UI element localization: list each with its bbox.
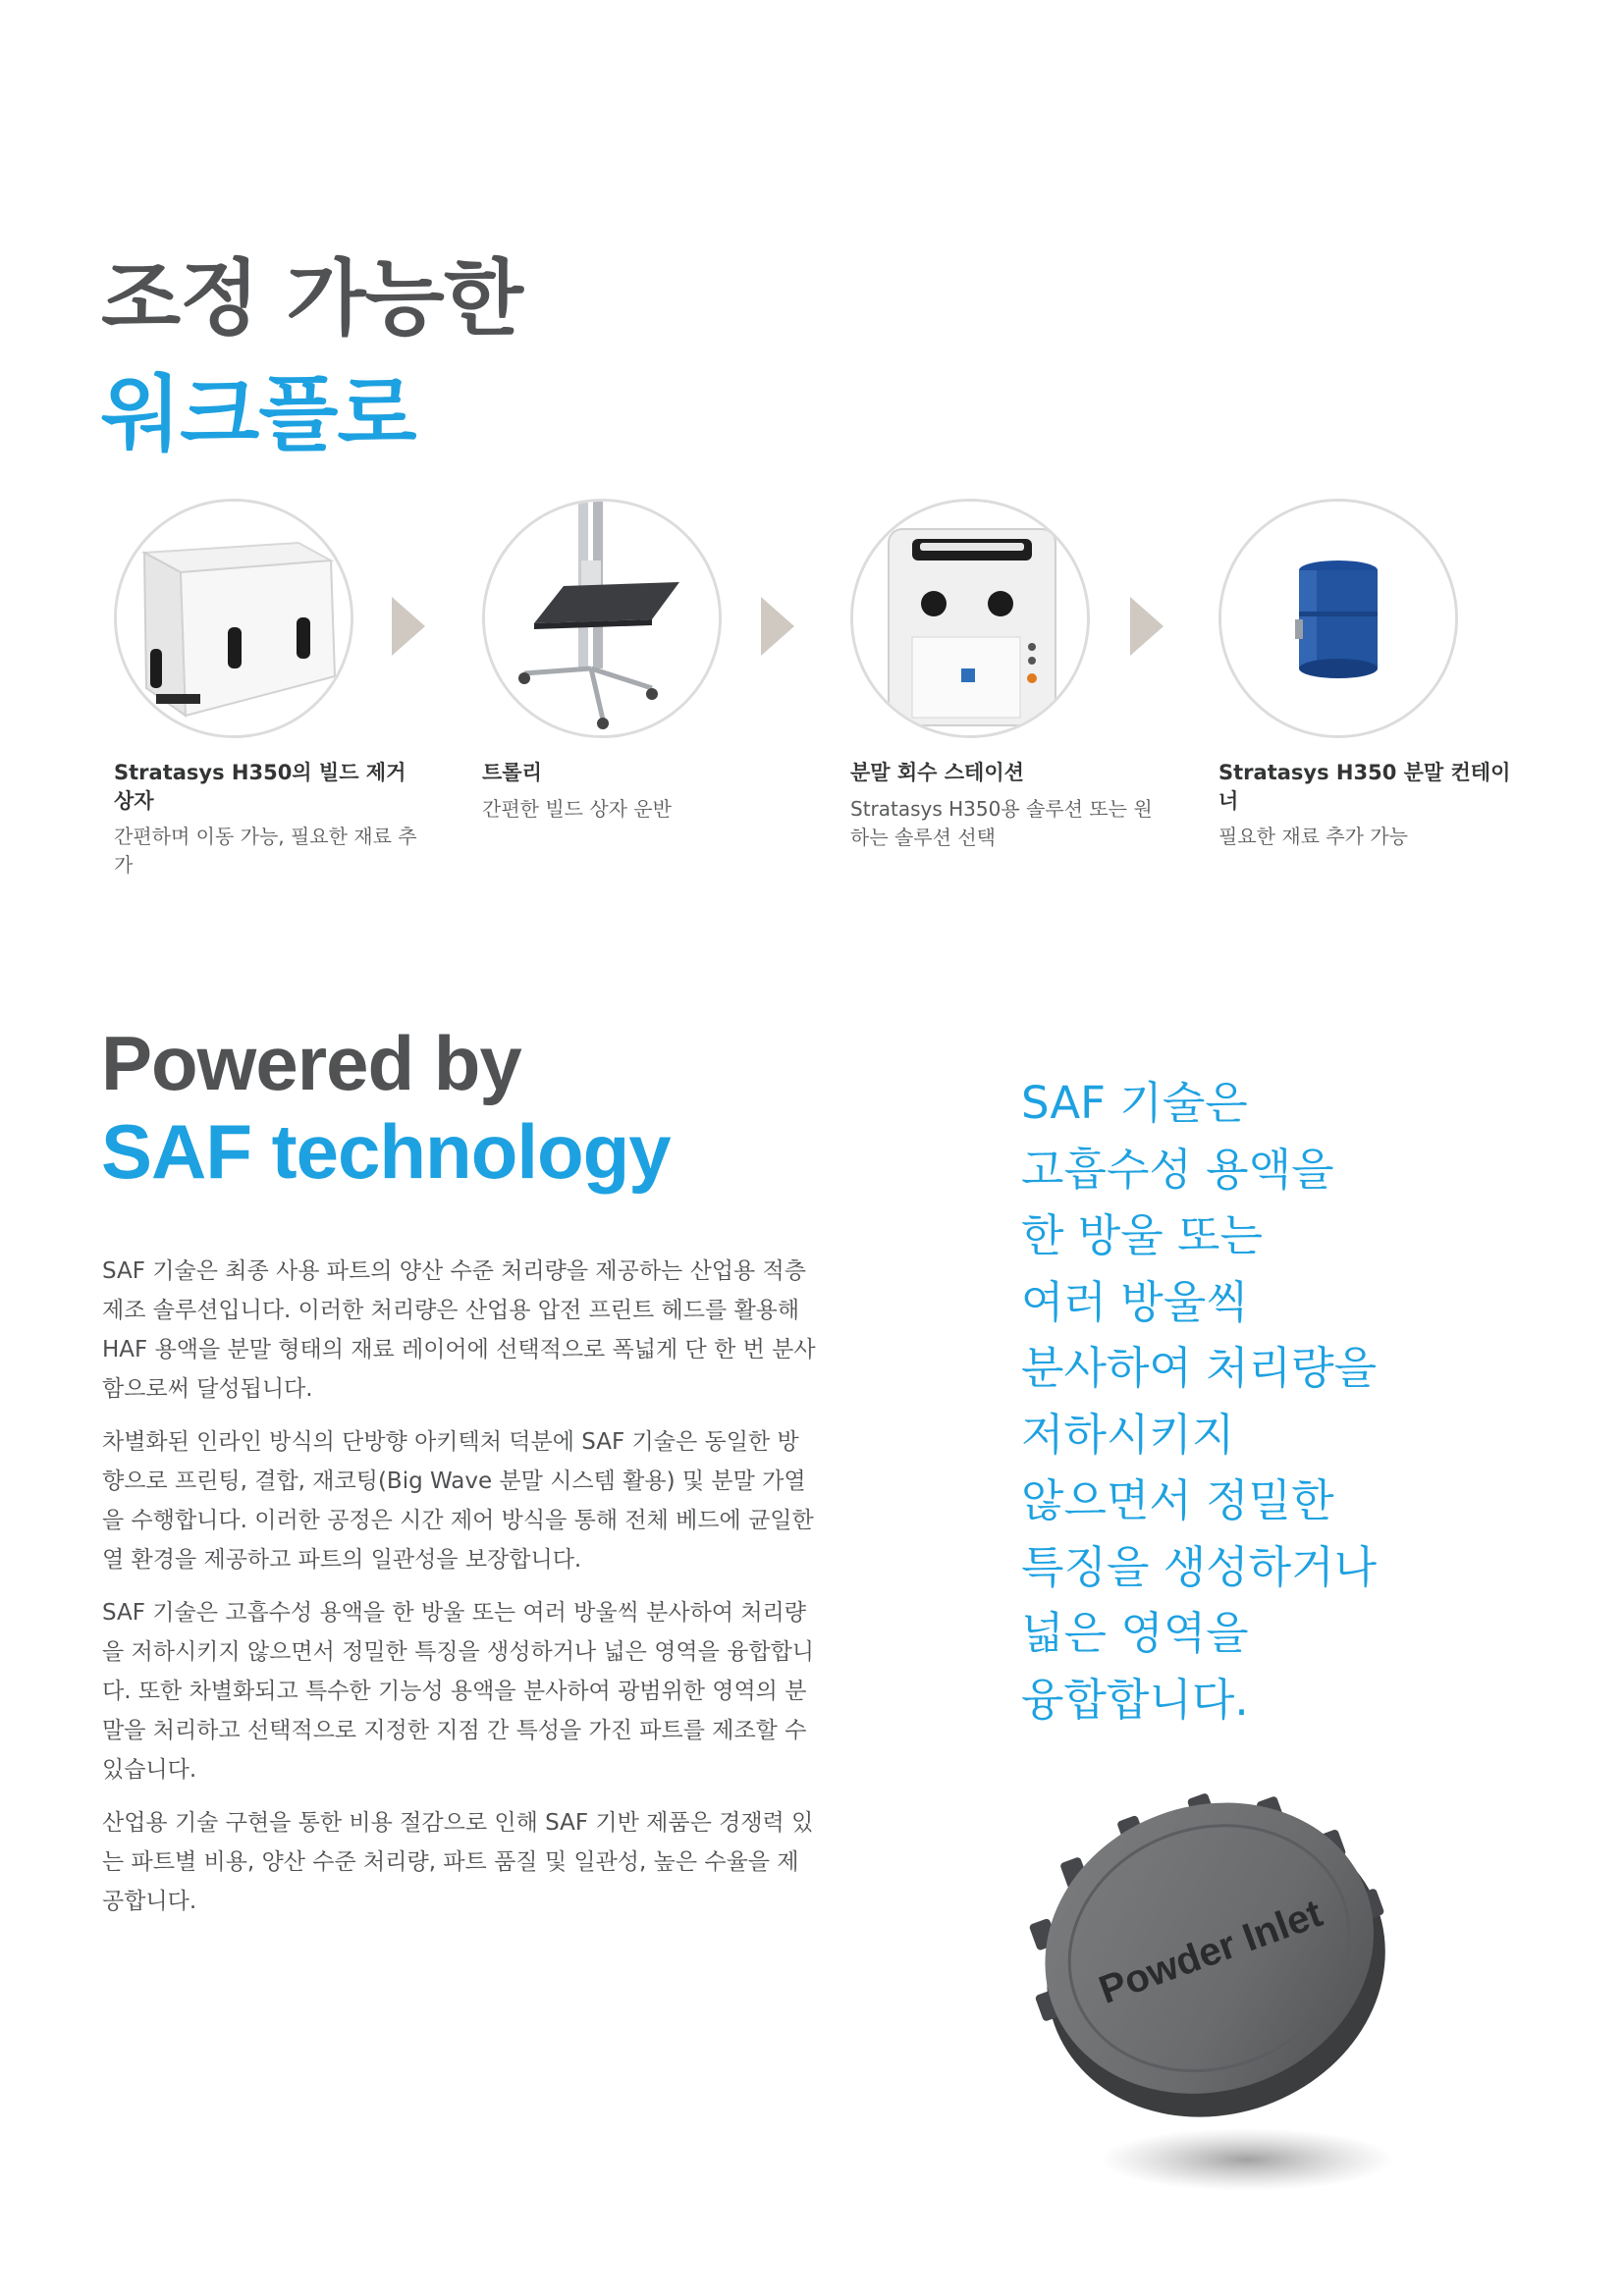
arrow-right-icon [392, 597, 425, 656]
saf-body-text [102, 1252, 819, 1935]
recovery-station-image [850, 499, 1090, 738]
body-paragraph: SAF 기술은 고흡수성 용액을 한 방울 또는 여러 방울씩 분사하여 처리량을 저하시키지 않으면서 정밀한 특징을 생성하거나 넓은 영역을 융합합니다. 또한 차별화되고 특수한 기능성 용액을 분사하여 광범위한 영역의 분말을 처리하고 선택적으로 지정한 지점 간 특성을 가진 파트를 제조할 수 있습니다. [102, 1600, 815, 1783]
pull-quote-line: 분사하여 처리량을 [1021, 1342, 1378, 1394]
build-box-image [114, 499, 353, 738]
powder-container-image [1218, 499, 1458, 738]
body-paragraph: 차별화된 인라인 방식의 단방향 아키텍처 덕분에 SAF 기술은 동일한 방향으로 프린팅, 결합, 재코팅(Big Wave 분말 시스템 활용) 및 분말 가열을 수행합니다. 이러한 공정은 시간 제어 방식을 통해 전체 베드에 균일한 열 환경을 제공하고 파트의 일관성을 보장합니다. [102, 1429, 814, 1573]
pull-quote-line: 넓은 영역을 [1021, 1607, 1249, 1659]
step-title: 트롤리 [482, 761, 542, 784]
pull-quote-line: 않으면서 정밀한 [1021, 1474, 1334, 1526]
step-title: Stratasys H350의 빌드 제거 상자 [114, 761, 406, 813]
saf-heading-line2: SAF technology [101, 1108, 671, 1195]
step-desc: 필요한 재료 추가 가능 [1218, 825, 1408, 848]
body-paragraph: 산업용 기술 구현을 통한 비용 절감으로 인해 SAF 기반 제품은 경쟁력 있는 파트별 비용, 양산 수준 처리량, 파트 품질 및 일관성, 높은 수율을 제공합니다. [102, 1810, 814, 1914]
powder-inlet-part-image [1001, 1747, 1414, 2238]
pull-quote-line: 저하시키지 [1021, 1408, 1235, 1461]
pull-quote-line: SAF 기술은 [1021, 1077, 1248, 1129]
step-title: Stratasys H350 분말 컨테이너 [1218, 761, 1511, 813]
step-desc: 간편한 빌드 상자 운반 [482, 797, 672, 821]
part-label: Powder Inlet [1093, 1892, 1328, 2012]
workflow-title-line1: 조정 가능한 [101, 250, 522, 347]
pull-quote-line: 한 방울 또는 [1021, 1209, 1263, 1261]
step-desc: 간편하며 이동 가능, 필요한 재료 추가 [114, 825, 417, 877]
workflow-title [101, 240, 522, 472]
pull-quote [1021, 1070, 1453, 1733]
pull-quote-line: 여러 방울씩 [1021, 1275, 1249, 1328]
workflow-title-line2: 워크플로 [101, 366, 416, 462]
saf-heading-line1: Powered by [101, 1020, 521, 1106]
pull-quote-line: 고흡수성 용액을 [1021, 1143, 1334, 1196]
pull-quote-line: 융합합니다. [1021, 1673, 1249, 1726]
step-title: 분말 회수 스테이션 [850, 761, 1024, 784]
body-paragraph: SAF 기술은 최종 사용 파트의 양산 수준 처리량을 제공하는 산업용 적층 제조 솔루션입니다. 이러한 처리량은 산업용 압전 프린트 헤드를 활용해 HAF 용액을 분말 형태의 재료 레이어에 선택적으로 폭넓게 단 한 번 분사함으로써 달성됩니다. [102, 1258, 816, 1402]
arrow-right-icon [761, 597, 794, 656]
pull-quote-line: 특징을 생성하거나 [1021, 1540, 1378, 1593]
trolley-image [482, 499, 722, 738]
saf-heading [101, 1019, 671, 1196]
arrow-right-icon [1130, 597, 1164, 656]
step-desc: Stratasys H350용 솔루션 또는 원하는 솔루션 선택 [850, 797, 1153, 849]
